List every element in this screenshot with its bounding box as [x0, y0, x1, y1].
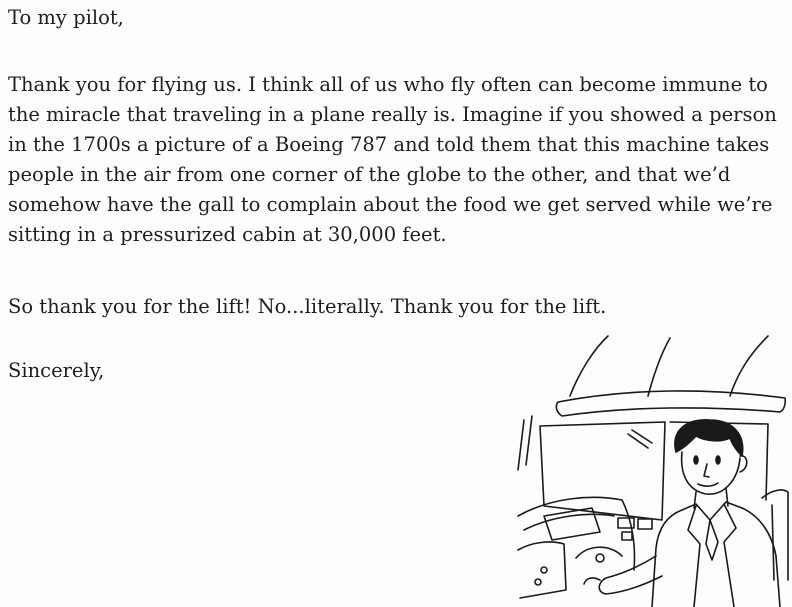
pilot-face — [682, 452, 740, 494]
letter-closing: Sincerely, — [8, 359, 105, 382]
windshield-left — [540, 422, 665, 520]
window-pillar-left — [518, 420, 524, 470]
ceiling-arc-right — [730, 336, 768, 396]
letter-thanks: So thank you for the lift! No...literally. Thank you for the lift. — [8, 295, 607, 318]
pilot-collar — [682, 502, 742, 520]
control-yoke — [576, 547, 622, 558]
display-screen — [544, 508, 600, 540]
pilot-eye-left — [694, 456, 698, 464]
pilot-illustration — [510, 330, 790, 607]
ceiling-arc-middle — [648, 338, 670, 396]
dashboard-panel — [518, 497, 635, 570]
pilot-hair — [675, 420, 743, 456]
yoke-hub — [596, 554, 604, 562]
letter-body: Thank you for flying us. I think all of us who fly often can become immune to the miracle that traveling in a plane really is. Imagine if you showed a person in the 1700s a picture of a Boeing 787 and told them that this machine takes people in the air from one corner of the globe to the other, and that we’d somehow have the gall to complain about the food we get served while we’re sitting in a pressurized cabin at 30,000 feet. — [8, 73, 777, 246]
overhead-panel — [556, 391, 785, 416]
pilot-seat — [762, 490, 788, 580]
letter-greeting: To my pilot, — [8, 6, 124, 29]
pilot-cockpit-drawing — [510, 330, 790, 607]
pilot-jacket — [652, 510, 682, 607]
pilot-eye-right — [716, 456, 720, 464]
pilot-tie — [706, 520, 718, 560]
ceiling-arc-left — [570, 336, 608, 396]
panel-button — [638, 519, 652, 529]
